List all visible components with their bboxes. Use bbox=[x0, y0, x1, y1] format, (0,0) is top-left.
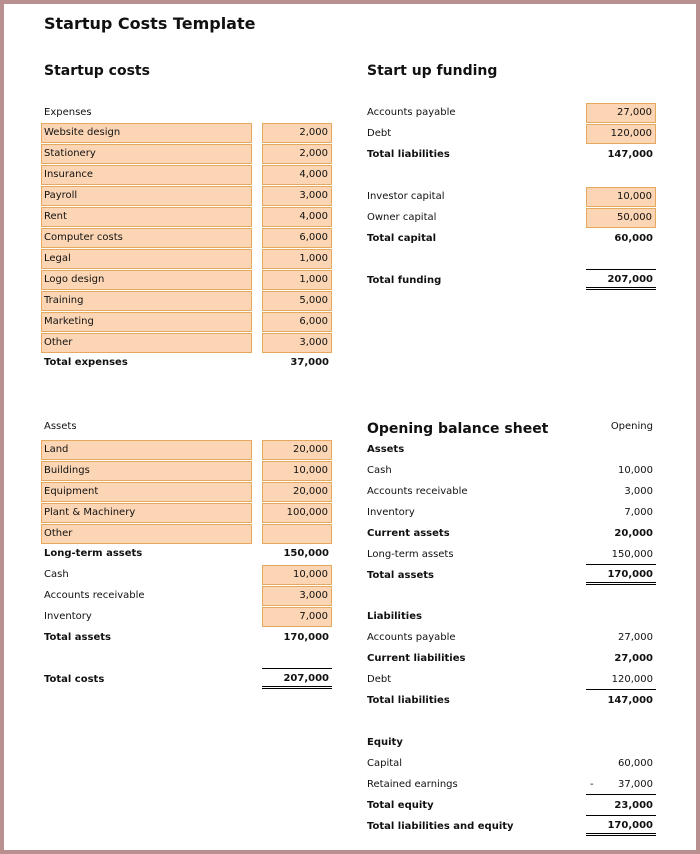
expense-item-value-input[interactable]: 2,000 bbox=[262, 123, 332, 143]
bs-ar-value: 3,000 bbox=[624, 486, 653, 497]
funding-heading: Start up funding bbox=[367, 63, 498, 79]
balance-column-label: Opening bbox=[610, 421, 653, 432]
bs-total-assets-value: 170,000 bbox=[586, 569, 656, 585]
total-capital-value: 60,000 bbox=[614, 233, 653, 244]
bs-total-liabilities-rule bbox=[586, 689, 656, 690]
bs-cash-value: 10,000 bbox=[618, 465, 653, 476]
total-expenses-label: Total expenses bbox=[44, 357, 128, 368]
bs-current-assets-label: Current assets bbox=[367, 528, 450, 539]
expense-item-value-input[interactable]: 1,000 bbox=[262, 249, 332, 269]
expense-item-value-input[interactable]: 5,000 bbox=[262, 291, 332, 311]
assets-label: Assets bbox=[44, 421, 77, 432]
asset-item-value-input[interactable] bbox=[262, 524, 332, 544]
funding-total-liabilities-label: Total liabilities bbox=[367, 149, 450, 160]
balance-assets-label: Assets bbox=[367, 444, 405, 455]
bs-inventory-value: 7,000 bbox=[624, 507, 653, 518]
owner-capital-label: Owner capital bbox=[367, 212, 437, 223]
expense-item-value-input[interactable]: 6,000 bbox=[262, 312, 332, 332]
asset-item-label[interactable]: Equipment bbox=[41, 482, 252, 502]
expense-item-label[interactable]: Website design bbox=[41, 123, 252, 143]
expense-item-value-input[interactable]: 4,000 bbox=[262, 165, 332, 185]
investor-capital-input[interactable]: 10,000 bbox=[586, 187, 656, 207]
bs-total-equity-value: 23,000 bbox=[614, 800, 653, 811]
expense-item-label[interactable]: Stationery bbox=[41, 144, 252, 164]
expense-item-label[interactable]: Training bbox=[41, 291, 252, 311]
balance-heading: Opening balance sheet bbox=[367, 421, 549, 437]
total-costs-label: Total costs bbox=[44, 674, 105, 685]
long-term-assets-value: 150,000 bbox=[283, 548, 329, 559]
expense-item-value-input[interactable]: 3,000 bbox=[262, 186, 332, 206]
bs-ar-label: Accounts receivable bbox=[367, 486, 468, 497]
bs-ap-label: Accounts payable bbox=[367, 632, 456, 643]
expense-item-value-input[interactable]: 6,000 bbox=[262, 228, 332, 248]
bs-total-equity-label: Total equity bbox=[367, 800, 434, 811]
total-assets-value: 170,000 bbox=[283, 632, 329, 643]
expense-item-value-input[interactable]: 3,000 bbox=[262, 333, 332, 353]
expense-item-label[interactable]: Payroll bbox=[41, 186, 252, 206]
bs-equity-label: Equity bbox=[367, 737, 403, 748]
asset-item-value-input[interactable]: 100,000 bbox=[262, 503, 332, 523]
bs-capital-label: Capital bbox=[367, 758, 403, 769]
bs-ap-value: 27,000 bbox=[618, 632, 653, 643]
bs-total-le-rule bbox=[586, 815, 656, 816]
bs-retained-value: 37,000 bbox=[618, 779, 653, 790]
funding-total-liabilities-value: 147,000 bbox=[607, 149, 653, 160]
expense-item-label[interactable]: Other bbox=[41, 333, 252, 353]
bs-total-assets-label: Total assets bbox=[367, 570, 434, 581]
bs-retained-sign: - bbox=[590, 779, 594, 790]
expense-item-label[interactable]: Insurance bbox=[41, 165, 252, 185]
expense-item-label[interactable]: Computer costs bbox=[41, 228, 252, 248]
bs-total-liabilities-label: Total liabilities bbox=[367, 695, 450, 706]
total-costs-rule bbox=[262, 668, 332, 669]
total-capital-label: Total capital bbox=[367, 233, 437, 244]
bs-cash-label: Cash bbox=[367, 465, 392, 476]
total-costs-value: 207,000 bbox=[262, 673, 332, 689]
expense-item-label[interactable]: Rent bbox=[41, 207, 252, 227]
current-asset-item-value-input[interactable]: 7,000 bbox=[262, 607, 332, 627]
funding-ap-label: Accounts payable bbox=[367, 107, 456, 118]
total-assets-label: Total assets bbox=[44, 632, 111, 643]
asset-item-label[interactable]: Land bbox=[41, 440, 252, 460]
asset-item-value-input[interactable]: 20,000 bbox=[262, 482, 332, 502]
bs-total-assets-rule bbox=[586, 564, 656, 565]
bs-current-liabilities-value: 27,000 bbox=[614, 653, 653, 664]
long-term-assets-label: Long-term assets bbox=[44, 548, 143, 559]
asset-item-label[interactable]: Buildings bbox=[41, 461, 252, 481]
expense-item-label[interactable]: Legal bbox=[41, 249, 252, 269]
total-funding-label: Total funding bbox=[367, 275, 442, 286]
total-expenses-value: 37,000 bbox=[290, 357, 329, 368]
funding-debt-input[interactable]: 120,000 bbox=[586, 124, 656, 144]
bs-inventory-label: Inventory bbox=[367, 507, 415, 518]
total-funding-rule bbox=[586, 269, 656, 270]
bs-total-liabilities-value: 147,000 bbox=[607, 695, 653, 706]
current-asset-item-value-input[interactable]: 3,000 bbox=[262, 586, 332, 606]
expense-item-value-input[interactable]: 4,000 bbox=[262, 207, 332, 227]
expenses-label: Expenses bbox=[44, 107, 92, 118]
startup-costs-heading: Startup costs bbox=[44, 63, 150, 79]
bs-liabilities-label: Liabilities bbox=[367, 611, 422, 622]
current-asset-item-label: Inventory bbox=[44, 611, 92, 622]
funding-ap-input[interactable]: 27,000 bbox=[586, 103, 656, 123]
expense-item-value-input[interactable]: 1,000 bbox=[262, 270, 332, 290]
asset-item-label[interactable]: Plant & Machinery bbox=[41, 503, 252, 523]
bs-debt-value: 120,000 bbox=[611, 674, 653, 685]
asset-item-value-input[interactable]: 10,000 bbox=[262, 461, 332, 481]
investor-capital-label: Investor capital bbox=[367, 191, 445, 202]
asset-item-value-input[interactable]: 20,000 bbox=[262, 440, 332, 460]
current-asset-item-label: Cash bbox=[44, 569, 69, 580]
bs-capital-value: 60,000 bbox=[618, 758, 653, 769]
bs-current-assets-value: 20,000 bbox=[614, 528, 653, 539]
asset-item-label[interactable]: Other bbox=[41, 524, 252, 544]
bs-total-le-label: Total liabilities and equity bbox=[367, 821, 514, 832]
bs-debt-label: Debt bbox=[367, 674, 392, 685]
owner-capital-input[interactable]: 50,000 bbox=[586, 208, 656, 228]
bs-lt-assets-value: 150,000 bbox=[611, 549, 653, 560]
total-funding-value: 207,000 bbox=[586, 274, 656, 290]
funding-debt-label: Debt bbox=[367, 128, 392, 139]
current-asset-item-label: Accounts receivable bbox=[44, 590, 145, 601]
page-title: Startup Costs Template bbox=[44, 14, 256, 33]
expense-item-label[interactable]: Logo design bbox=[41, 270, 252, 290]
expense-item-value-input[interactable]: 2,000 bbox=[262, 144, 332, 164]
expense-item-label[interactable]: Marketing bbox=[41, 312, 252, 332]
current-asset-item-value-input[interactable]: 10,000 bbox=[262, 565, 332, 585]
bs-lt-assets-label: Long-term assets bbox=[367, 549, 454, 560]
bs-total-le-value: 170,000 bbox=[586, 820, 656, 836]
bs-total-equity-rule bbox=[586, 794, 656, 795]
bs-retained-label: Retained earnings bbox=[367, 779, 458, 790]
bs-current-liabilities-label: Current liabilities bbox=[367, 653, 466, 664]
